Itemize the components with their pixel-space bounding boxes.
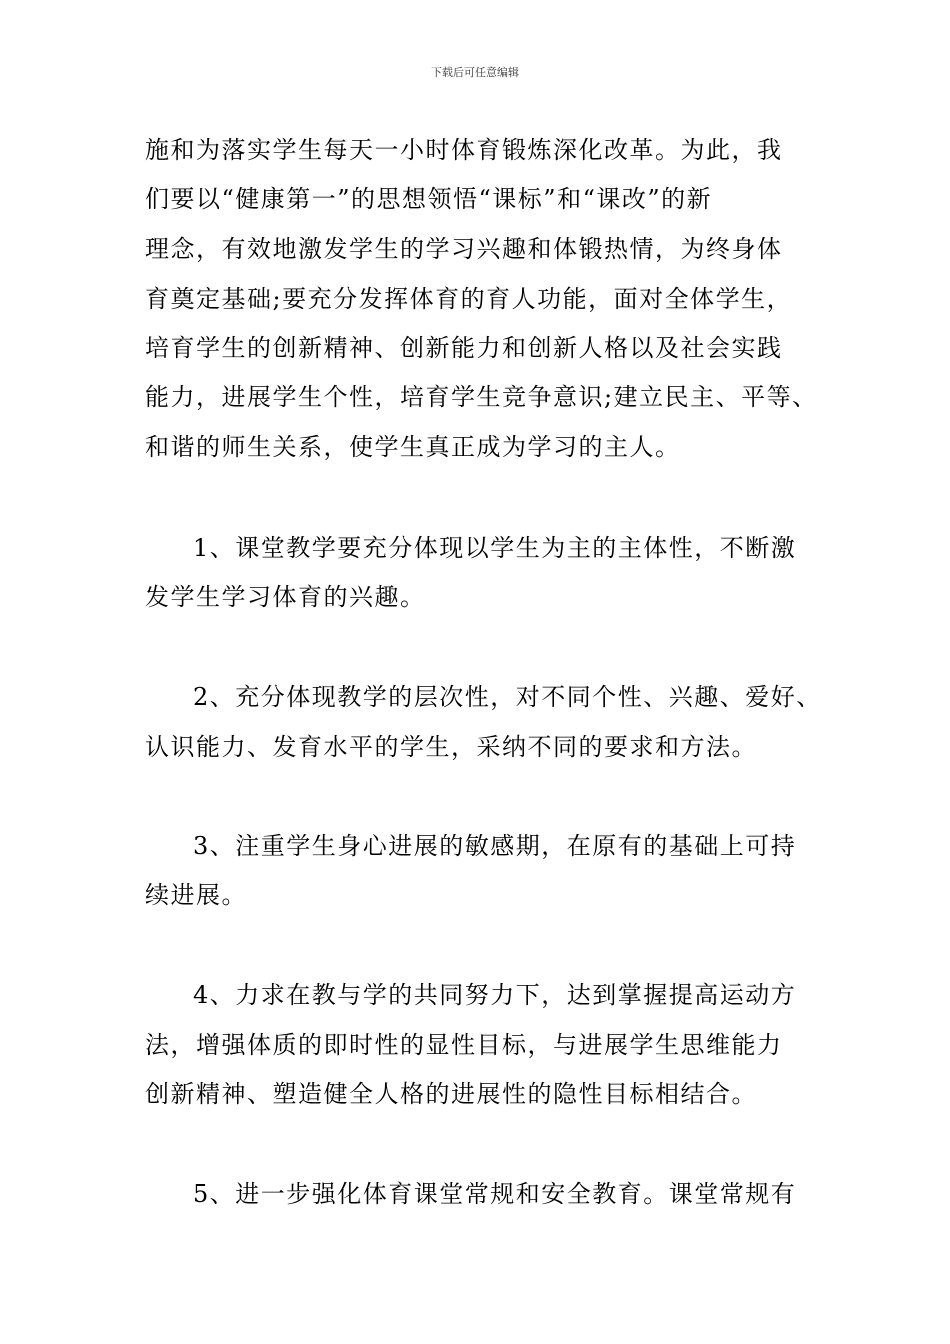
text-line: 育奠定基础;要充分发挥体育的育人功能，面对全体学生， bbox=[145, 285, 793, 313]
text-line: 2、充分体现教学的层次性，对不同个性、兴趣、爱好、 bbox=[193, 683, 822, 711]
text-line: 创新精神、塑造健全人格的进展性的隐性目标相结合。 bbox=[145, 1080, 757, 1108]
text-line: 施和为落实学生每天一小时体育锻炼深化改革。为此，我 bbox=[145, 136, 783, 164]
text-line: 能力，进展学生个性，培育学生竞争意识;建立民主、平等、 bbox=[145, 383, 818, 411]
text-line: 发学生学习体育的兴趣。 bbox=[145, 583, 426, 611]
text-line: 法，增强体质的即时性的显性目标，与进展学生思维能力 bbox=[145, 1031, 783, 1059]
text-line: 理念，有效地激发学生的学习兴趣和体锻热情，为终身体 bbox=[145, 235, 783, 263]
text-line: 5、进一步强化体育课堂常规和安全教育。课堂常规有 bbox=[193, 1180, 797, 1208]
text-line: 们要以“健康第一”的思想领悟“课标”和“课改”的新 bbox=[145, 185, 713, 213]
text-line: 和谐的师生关系，使学生真正成为学习的主人。 bbox=[145, 433, 681, 461]
text-line: 1、课堂教学要充分体现以学生为主的主体性，不断激 bbox=[193, 534, 797, 562]
text-line: 培育学生的创新精神、创新能力和创新人格以及社会实践 bbox=[145, 334, 783, 362]
text-line: 3、注重学生身心进展的敏感期，在原有的基础上可持 bbox=[193, 832, 797, 860]
header-note: 下载后可任意编辑 bbox=[431, 66, 519, 79]
text-line: 认识能力、发育水平的学生，采纳不同的要求和方法。 bbox=[145, 733, 757, 761]
text-line: 续进展。 bbox=[145, 881, 247, 909]
text-line: 4、力求在教与学的共同努力下，达到掌握提高运动方 bbox=[193, 981, 797, 1009]
